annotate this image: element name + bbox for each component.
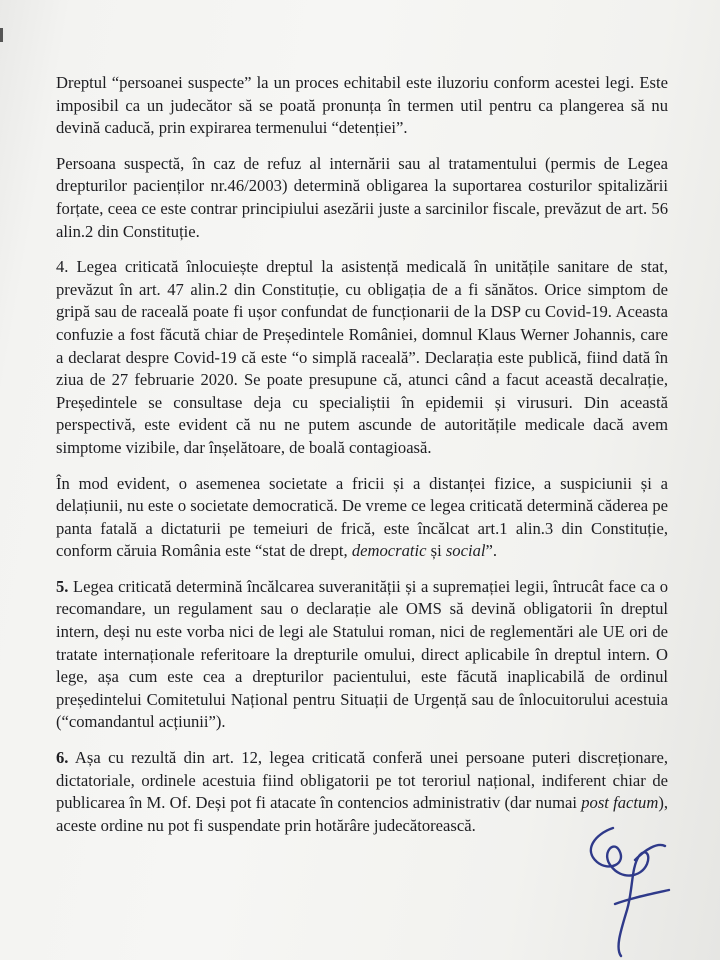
page-edge-mark [0, 28, 3, 42]
paragraph-text: ”. [485, 541, 497, 561]
paragraph-fair-trial [56, 72, 668, 140]
paragraph-text: Persoana suspectă, în caz de refuz al internării sau al tratamentului (permis de Legea drepturilor pacienților nr.46/2003) determină obligarea la suportarea costurilor spitalizării forțate, ceea ce este contrar principiului asezării juste a sarcinilor fiscale, prevăzut de art. 56 alin.2 din Constituție. [56, 153, 668, 241]
paragraph-text: ), aceste ordine nu pot fi suspendate prin hotărâre judecătorească. [56, 793, 668, 835]
paragraph-point-5 [56, 576, 668, 734]
paragraph-text: Așa cu rezultă din art. 12, legea criticată conferă unei persoane puteri discreționare, dictatoriale, ordinele acestuia fiind obligatorii pe tot teroriul național, indiferent chiar de publicarea în M. Of. Deși pot fi atacate în contencios administrativ (dar numai [56, 748, 668, 813]
paragraph-text: În mod evident, o asemenea societate a fricii și a distanței fizice, a suspiciunii și a delațiunii, nu este o societate democratică. De vreme ce legea criticată determină căderea pe panta fatală a dictaturii pe temeiuri de frică, este încălcat art.1 alin.3 din Constituție, conform căruia România este “stat de drept, [56, 473, 668, 561]
handwritten-signature [575, 820, 675, 960]
italic-term-post-factum: post factum [581, 793, 659, 813]
document-body [56, 72, 668, 850]
italic-term-social: social [445, 541, 486, 561]
point-number: 6. [56, 748, 69, 768]
paragraph-point-4 [56, 256, 668, 459]
paragraph-text: 4. Legea criticată înlocuiește dreptul la asistență medicală în unitățile sanitare de stat, prevăzut în art. 47 alin.2 din Constituție, cu obligația de a fi sănătos. Orice simptom de gripă sau de raceală poate fi ușor confundat de funcționarii de la DSP cu Covid-19. Aceasta confuzie a fost făcută chiar de Președintele României, domnul Klaus Werner Johannis, care a declarat despre Covid-19 că este “o simplă raceală”. Declarația este publică, fiind dată în ziua de 27 februarie 2020. Se poate presupune că, atunci când a facut această decalrație, Președintele se consultase deja cu specialiștii în epidemii și virusuri. Din această perspectivă, este evident că nu ne putem ascunde de autoritățile medicale dacă avem simptome vizibile, dar înșelătoare, de boală contagioasă. [56, 257, 668, 457]
paragraph-suspect-costs [56, 153, 668, 243]
paragraph-text: Legea criticată determină încălcarea suveranității și a supremației legii, întrucât face ca o recomandare, un regulament sau o declarație ale OMS să devină obligatorii în dreptul intern, deși nu este vorba nici de legi ale Statului roman, nici de reglementări ale UE ori de tratate internaționale referitoare la drepturile omului, direct aplicabile în dreptul intern. O lege, așa cum este cea a drepturilor pacientului, este făcută inaplicabilă de ordinul președintelui Comitetului Național pentru Situații de Urgență sau de înlocuitorului acestuia (“comandantul acțiunii”). [56, 576, 668, 732]
paragraph-text: și [426, 541, 446, 561]
italic-term-democratic: democratic [351, 541, 427, 561]
point-number: 5. [56, 576, 69, 596]
paragraph-text: Dreptul “persoanei suspecte” la un proces echitabil este iluzoriu conform acestei legi. Este imposibil ca un judecător să se poată pronunța în termen util pentru ca plangerea să nu devină caducă, prin expirarea termenului “detenției”. [56, 73, 668, 138]
paragraph-democratic-society [56, 473, 668, 563]
